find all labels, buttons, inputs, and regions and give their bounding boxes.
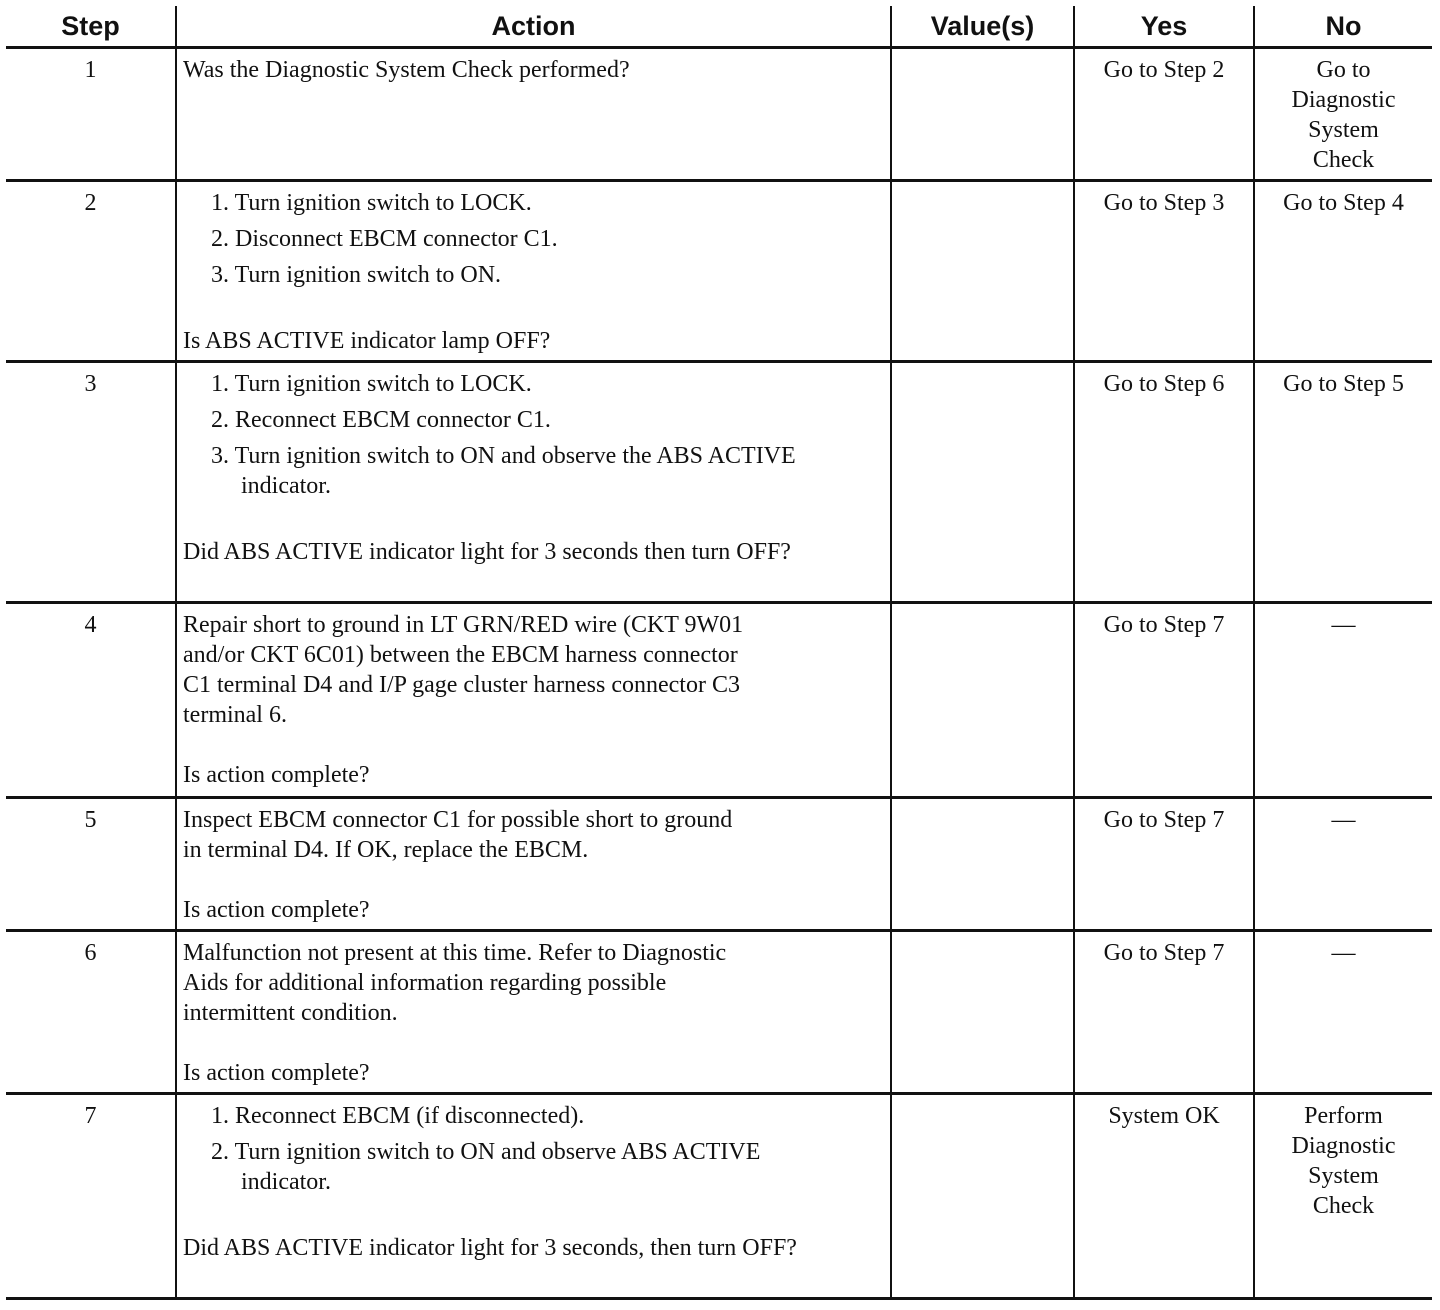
no-line: Check [1312, 147, 1375, 173]
table-row [6, 48, 1432, 181]
no-cell [1254, 798, 1432, 931]
values-cell [891, 362, 1074, 603]
no-line: Diagnostic [1291, 1133, 1396, 1159]
action-cell [176, 931, 891, 1094]
values-cell [891, 798, 1074, 931]
action-cell [176, 798, 891, 931]
step-number: 4 [6, 603, 176, 798]
action-cell [176, 181, 891, 362]
table-row [6, 1094, 1432, 1299]
header-step: Step [6, 6, 176, 48]
step-number: 3 [6, 362, 176, 603]
action-question: Did ABS ACTIVE indicator light for 3 seconds, then turn OFF? [183, 1235, 797, 1261]
action-line: Malfunction not present at this time. Refer to Diagnostic [183, 940, 727, 966]
action-item: 1. Reconnect EBCM (if disconnected). [211, 1103, 585, 1129]
table-row [6, 798, 1432, 931]
em-dash: — [1331, 940, 1356, 966]
step-number: 2 [6, 181, 176, 362]
no-cell [1254, 1094, 1432, 1299]
no-line: Go to [1316, 57, 1371, 83]
step-number: 5 [6, 798, 176, 931]
action-line: in terminal D4. If OK, replace the EBCM. [183, 837, 589, 863]
header-action: Action [176, 6, 891, 48]
header-row [6, 6, 1432, 48]
no-cell: Go to Step 5 [1254, 362, 1432, 603]
action-line: Aids for additional information regarding possible [183, 970, 667, 996]
action-line: C1 terminal D4 and I/P gage cluster harness connector C3 [183, 672, 740, 698]
no-cell [1254, 603, 1432, 798]
diagnostic-table [6, 6, 1432, 1300]
values-cell [891, 1094, 1074, 1299]
action-item: 2. Turn ignition switch to ON and observe ABS ACTIVE indicator. [211, 1139, 761, 1195]
action-line: Inspect EBCM connector C1 for possible short to ground [183, 807, 733, 833]
action-cell [176, 362, 891, 603]
no-line: System [1308, 117, 1379, 143]
no-line: System [1308, 1163, 1379, 1189]
header-values: Value(s) [891, 6, 1074, 48]
no-cell: Go to Step 4 [1254, 181, 1432, 362]
action-line: Repair short to ground in LT GRN/RED wire (CKT 9W01 [183, 612, 744, 638]
step-number: 6 [6, 931, 176, 1094]
table-row [6, 362, 1432, 603]
spacer [183, 296, 884, 326]
action-cell [176, 603, 891, 798]
table-row [6, 181, 1432, 362]
action-item: 3. Turn ignition switch to ON. [211, 262, 502, 288]
step-number: 7 [6, 1094, 176, 1299]
action-line: intermittent condition. [183, 1000, 398, 1026]
action-item: 1. Turn ignition switch to LOCK. [211, 371, 532, 397]
values-cell [891, 931, 1074, 1094]
spacer [183, 1203, 884, 1233]
values-cell [891, 603, 1074, 798]
header-no: No [1254, 6, 1432, 48]
yes-cell: Go to Step 2 [1074, 48, 1254, 181]
action-cell [176, 1094, 891, 1299]
spacer [183, 507, 884, 537]
action-question: Did ABS ACTIVE indicator light for 3 seconds then turn OFF? [183, 539, 791, 565]
no-line: Check [1312, 1193, 1375, 1219]
action-question: Is action complete? [183, 897, 370, 923]
yes-cell: Go to Step 6 [1074, 362, 1254, 603]
spacer [183, 730, 884, 760]
action-question: Is action complete? [183, 1060, 370, 1086]
action-line: and/or CKT 6C01) between the EBCM harness connector [183, 642, 738, 668]
action-item: 1. Turn ignition switch to LOCK. [211, 190, 532, 216]
values-cell [891, 181, 1074, 362]
table-row [6, 603, 1432, 798]
yes-cell: System OK [1074, 1094, 1254, 1299]
action-item: 2. Reconnect EBCM connector C1. [211, 407, 551, 433]
yes-cell: Go to Step 7 [1074, 603, 1254, 798]
no-line: Diagnostic [1291, 87, 1396, 113]
no-cell [1254, 931, 1432, 1094]
header-yes: Yes [1074, 6, 1254, 48]
values-cell [891, 48, 1074, 181]
action-line: terminal 6. [183, 702, 287, 728]
spacer [183, 1028, 884, 1058]
action-item: 3. Turn ignition switch to ON and observe the ABS ACTIVE indicator. [211, 443, 796, 499]
action-line: Was the Diagnostic System Check performed? [183, 57, 630, 83]
no-cell [1254, 48, 1432, 181]
yes-cell: Go to Step 3 [1074, 181, 1254, 362]
no-line: Perform [1304, 1103, 1383, 1129]
yes-cell: Go to Step 7 [1074, 798, 1254, 931]
action-question: Is action complete? [183, 762, 370, 788]
table-row [6, 931, 1432, 1094]
action-item: 2. Disconnect EBCM connector C1. [211, 226, 558, 252]
yes-cell: Go to Step 7 [1074, 931, 1254, 1094]
action-question: Is ABS ACTIVE indicator lamp OFF? [183, 328, 551, 354]
step-number: 1 [6, 48, 176, 181]
em-dash: — [1331, 807, 1356, 833]
diagnostic-table-sheet [6, 6, 1432, 1300]
spacer [183, 865, 884, 895]
em-dash: — [1331, 612, 1356, 638]
action-cell [176, 48, 891, 181]
